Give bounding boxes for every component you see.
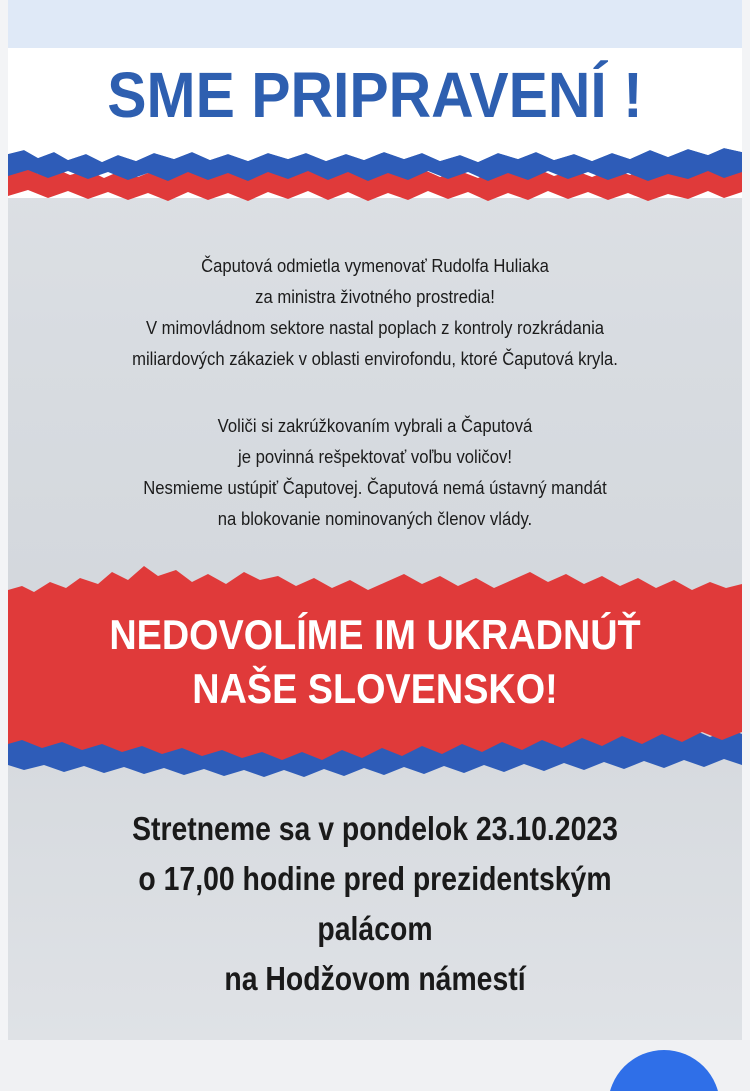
slogan-line: NEDOVOLÍME IM UKRADNÚŤ xyxy=(109,611,641,658)
text-line: Nesmieme ustúpiť Čaputovej. Čaputová nemá ústavný mandát xyxy=(143,477,607,498)
paragraph-voters xyxy=(45,410,706,534)
text-line: Voliči si zakrúžkovaním vybrali a Čaputová xyxy=(217,415,533,436)
text-line: Čaputová odmietla vymenovať Rudolfa Huliaka xyxy=(201,255,549,276)
poster-image xyxy=(8,48,742,1040)
meeting-line: o 17,00 hodine pred prezidentským xyxy=(138,860,612,897)
paragraph-refusal xyxy=(45,250,706,374)
torn-flag-stripes xyxy=(8,144,742,254)
slogan xyxy=(45,608,706,716)
meeting-line: palácom xyxy=(317,910,433,947)
text-line: miliardových zákaziek v oblasti envirofondu, ktoré Čaputová kryla. xyxy=(132,348,618,369)
text-line: je povinná rešpektovať voľbu voličov! xyxy=(238,446,512,467)
text-line: za ministra životného prostredia! xyxy=(255,286,495,307)
meeting-line: na Hodžovom námestí xyxy=(224,960,526,997)
meeting-info xyxy=(59,804,690,1004)
poster-title: SME PRIPRAVENÍ ! xyxy=(107,59,643,131)
top-strip xyxy=(8,0,742,48)
text-line: V mimovládnom sektore nastal poplach z kontroly rozkrádania xyxy=(145,317,605,338)
meeting-line: Stretneme sa v pondelok 23.10.2023 xyxy=(132,810,618,847)
text-line: na blokovanie nominovaných členov vlády. xyxy=(217,508,533,529)
slogan-line: NAŠE SLOVENSKO! xyxy=(192,665,558,712)
